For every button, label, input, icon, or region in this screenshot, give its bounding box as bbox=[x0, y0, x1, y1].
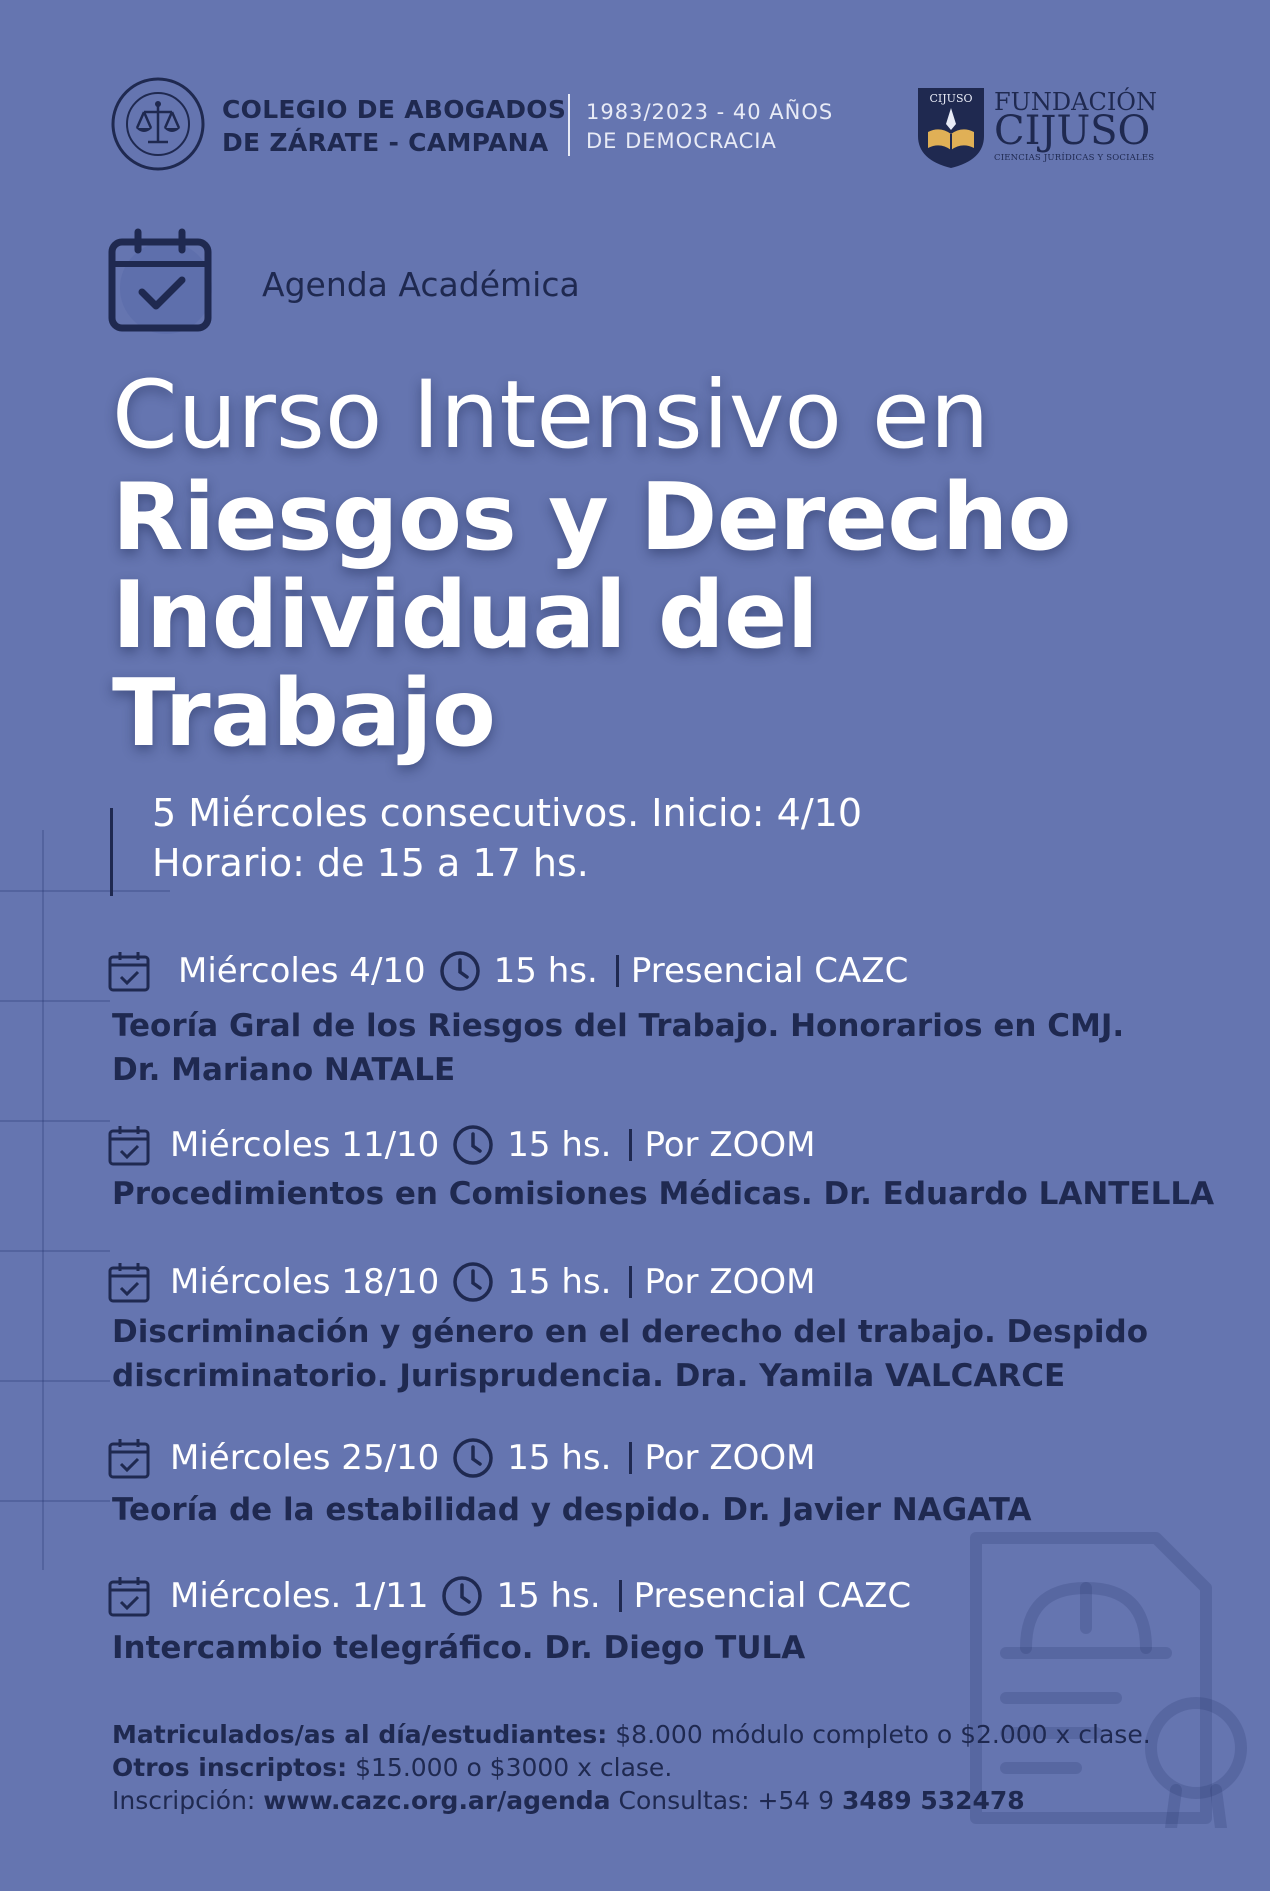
cijuso-shield-logo bbox=[916, 86, 986, 170]
anniversary-line: 1983/2023 - 40 AÑOS bbox=[586, 100, 834, 124]
session-description-line: Teoría de la estabilidad y despido. Dr. Javier NAGATA bbox=[112, 1492, 1032, 1528]
partner-subtitle: CIENCIAS JURÍDICAS Y SOCIALES bbox=[994, 153, 1155, 163]
separator bbox=[629, 1266, 632, 1298]
pricing-label: Matriculados/as al día/estudiantes: bbox=[112, 1720, 608, 1749]
grid-line bbox=[0, 1250, 110, 1252]
session-mode: Por ZOOM bbox=[644, 1125, 816, 1165]
session-time: 15 hs. bbox=[507, 1125, 612, 1165]
calendar-check-icon bbox=[108, 1124, 150, 1166]
calendar-check-icon bbox=[108, 1437, 150, 1479]
grid-line bbox=[0, 1500, 110, 1502]
course-title bbox=[112, 463, 1072, 767]
session-mode: Presencial CAZC bbox=[630, 951, 909, 991]
session-header bbox=[108, 1122, 815, 1168]
session-header bbox=[108, 948, 908, 994]
session-description-line: Procedimientos en Comisiones Médicas. Dr. Eduardo LANTELLA bbox=[112, 1176, 1215, 1212]
schedule-line: Horario: de 15 a 17 hs. bbox=[152, 841, 589, 885]
session-date: Miércoles 4/10 bbox=[178, 951, 426, 991]
session-description bbox=[112, 1488, 1032, 1532]
separator bbox=[616, 955, 619, 987]
course-title-line: Individual del bbox=[112, 561, 819, 669]
organization-name-line: COLEGIO DE ABOGADOS bbox=[222, 95, 567, 124]
header-divider bbox=[568, 94, 570, 156]
grid-line bbox=[42, 830, 44, 1570]
separator bbox=[619, 1580, 622, 1612]
calendar-check-icon bbox=[108, 228, 216, 336]
grid-line bbox=[0, 890, 170, 892]
calendar-check-icon bbox=[108, 1575, 150, 1617]
cijuso-shield-label: CIJUSO bbox=[929, 92, 973, 105]
partner-name: CIJUSO bbox=[994, 108, 1151, 154]
course-title-intro: Curso Intensivo en bbox=[112, 361, 990, 470]
separator bbox=[629, 1442, 632, 1474]
session-date: Miércoles 18/10 bbox=[170, 1262, 440, 1302]
partner-foundation-label: FUNDACIÓN bbox=[994, 88, 1157, 116]
session-date: Miércoles 11/10 bbox=[170, 1125, 440, 1165]
session-description-line: Discriminación y género en el derecho del trabajo. Despido bbox=[112, 1314, 1149, 1350]
pricing-line bbox=[112, 1718, 1151, 1751]
pricing-value: $15.000 o $3000 x clase. bbox=[355, 1753, 673, 1782]
organization-name bbox=[222, 93, 566, 159]
course-schedule bbox=[152, 788, 862, 888]
pricing-value: $8.000 módulo completo o $2.000 x clase. bbox=[615, 1720, 1151, 1749]
session-mode: Presencial CAZC bbox=[633, 1576, 912, 1616]
registration-label: Inscripción: bbox=[112, 1786, 256, 1815]
session-description bbox=[112, 1626, 805, 1670]
session-time: 15 hs. bbox=[496, 1576, 601, 1616]
session-time: 15 hs. bbox=[507, 1438, 612, 1478]
session-description-line: discriminatorio. Jurisprudencia. Dra. Yamila VALCARCE bbox=[112, 1358, 1066, 1394]
registration-link[interactable]: www.cazc.org.ar/agenda bbox=[263, 1786, 611, 1815]
session-date: Miércoles 25/10 bbox=[170, 1438, 440, 1478]
calendar-check-icon bbox=[108, 1261, 150, 1303]
schedule-line: 5 Miércoles consecutivos. Inicio: 4/10 bbox=[152, 791, 863, 835]
session-description bbox=[112, 1004, 1124, 1092]
session-time: 15 hs. bbox=[507, 1262, 612, 1302]
organization-name-line: DE ZÁRATE - CAMPANA bbox=[222, 128, 549, 157]
anniversary-text bbox=[586, 98, 833, 156]
contact-phone: 3489 532478 bbox=[842, 1786, 1025, 1815]
session-date: Miércoles. 1/11 bbox=[170, 1576, 429, 1616]
pricing-and-contact bbox=[112, 1718, 1151, 1817]
session-header bbox=[108, 1259, 815, 1305]
schedule-accent-bar bbox=[110, 808, 113, 896]
session-description bbox=[112, 1172, 1214, 1216]
grid-line bbox=[0, 1000, 110, 1002]
phone-prefix: +54 9 bbox=[757, 1786, 835, 1815]
contact-line bbox=[112, 1784, 1151, 1817]
session-description-line: Dr. Mariano NATALE bbox=[112, 1052, 456, 1088]
session-description-line: Intercambio telegráfico. Dr. Diego TULA bbox=[112, 1630, 806, 1666]
clock-icon bbox=[451, 1436, 495, 1480]
session-mode: Por ZOOM bbox=[644, 1262, 816, 1302]
anniversary-line: DE DEMOCRACIA bbox=[586, 129, 777, 153]
scales-of-justice-seal-icon bbox=[110, 76, 206, 172]
calendar-check-icon bbox=[108, 950, 150, 992]
clock-icon bbox=[451, 1260, 495, 1304]
session-header bbox=[108, 1573, 911, 1619]
grid-line bbox=[0, 1380, 110, 1382]
session-mode: Por ZOOM bbox=[644, 1438, 816, 1478]
course-title-line: Trabajo bbox=[112, 659, 496, 767]
clock-icon bbox=[440, 1574, 484, 1618]
grid-line bbox=[0, 1120, 110, 1122]
session-description bbox=[112, 1310, 1148, 1398]
agenda-label: Agenda Académica bbox=[262, 265, 580, 304]
session-time: 15 hs. bbox=[493, 951, 598, 991]
course-title-line: Riesgos y Derecho bbox=[112, 463, 1072, 571]
pricing-label: Otros inscriptos: bbox=[112, 1753, 348, 1782]
separator bbox=[629, 1129, 632, 1161]
session-description-line: Teoría Gral de los Riesgos del Trabajo. Honorarios en CMJ. bbox=[112, 1008, 1125, 1044]
session-header bbox=[108, 1435, 815, 1481]
clock-icon bbox=[438, 949, 482, 993]
contact-label: Consultas: bbox=[618, 1786, 750, 1815]
pricing-line bbox=[112, 1751, 1151, 1784]
clock-icon bbox=[451, 1123, 495, 1167]
